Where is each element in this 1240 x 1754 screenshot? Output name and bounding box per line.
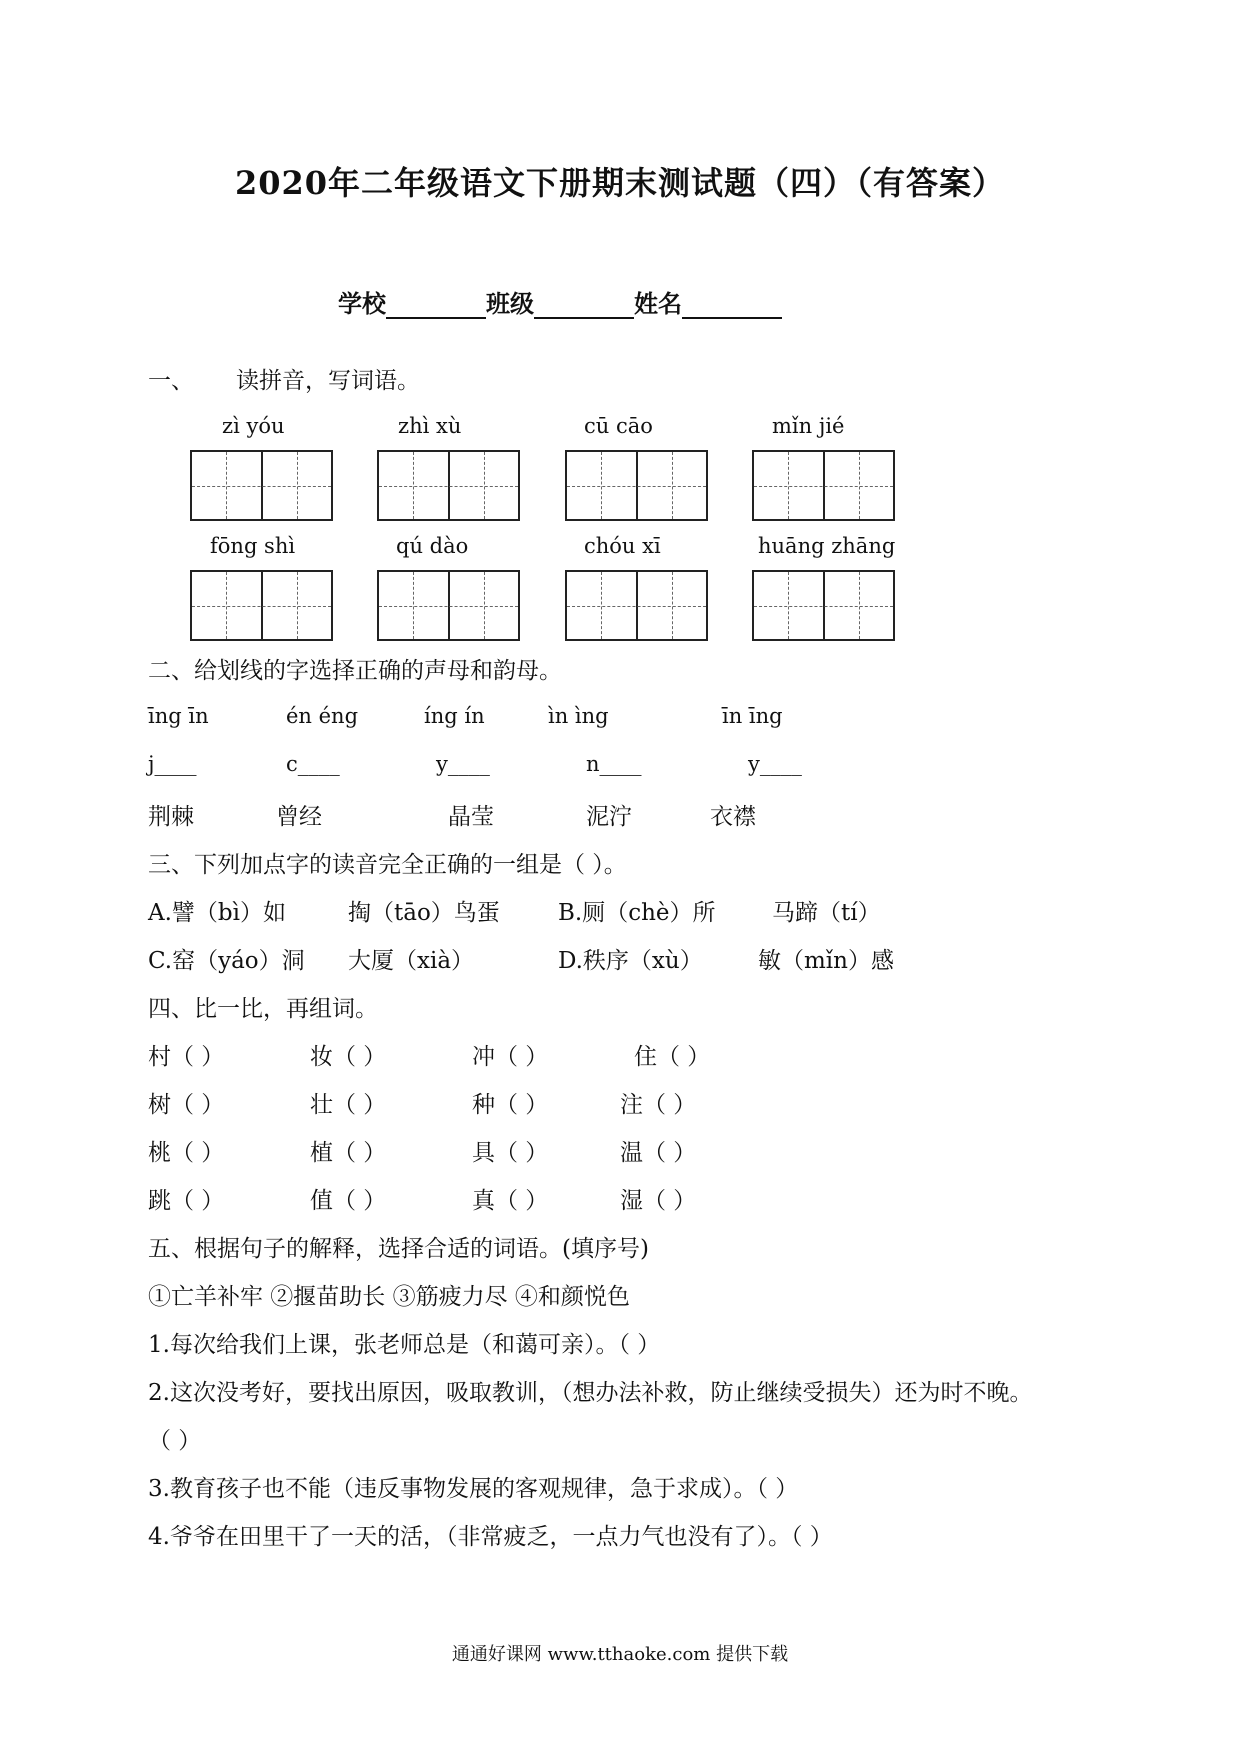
word-group[interactable]: 注（ ） <box>620 1092 697 1118</box>
pinyin-label: zì yóu <box>222 414 285 438</box>
name-label: 姓名 <box>634 289 682 318</box>
word-group[interactable]: 跳（ ） <box>148 1188 225 1214</box>
word-group[interactable]: 值（ ） <box>310 1188 387 1214</box>
final-options: ìn ìng <box>548 704 609 728</box>
option-b[interactable]: B.厕（chè）所 <box>558 900 716 926</box>
initial-blank[interactable]: y____ <box>436 752 490 776</box>
word-group[interactable]: 种（ ） <box>472 1092 549 1118</box>
pinyin-label: qú dào <box>396 534 469 558</box>
writing-grid[interactable] <box>190 570 333 641</box>
q4-heading: 四、比一比，再组词。 <box>148 996 378 1022</box>
initial-blank[interactable]: y____ <box>748 752 802 776</box>
q2-heading: 二、给划线的字选择正确的声母和韵母。 <box>148 658 562 684</box>
option-a[interactable]: A.譬（bì）如 <box>148 900 286 926</box>
final-options: íng ín <box>424 704 485 728</box>
option-b-2: 马蹄（tí） <box>772 900 881 926</box>
q3-heading: 三、下列加点字的读音完全正确的一组是（ ）。 <box>148 852 627 878</box>
school-field <box>338 284 782 319</box>
sentence-1[interactable]: 1.每次给我们上课，张老师总是（和蔼可亲）。（ ） <box>148 1332 661 1358</box>
pinyin-label: chóu xī <box>584 534 661 558</box>
q1-heading: 读拼音，写词语。 <box>236 368 420 394</box>
page-title: 2020年二年级语文下册期末测试题（四）（有答案） <box>234 164 1006 202</box>
word-group[interactable]: 真（ ） <box>472 1188 549 1214</box>
word: 泥泞 <box>586 804 632 830</box>
final-options: īn īng <box>722 704 783 728</box>
writing-grid[interactable] <box>565 450 708 521</box>
q5-heading: 五、根据句子的解释，选择合适的词语。(填序号) <box>148 1236 649 1262</box>
word: 晶莹 <box>448 804 494 830</box>
q1-number: 一、 <box>148 368 194 394</box>
pinyin-label: fōng shì <box>210 534 296 558</box>
footer-source: 通通好课网 www.tthaoke.com 提供下载 <box>451 1644 789 1665</box>
pinyin-label: huāng zhāng <box>758 534 896 558</box>
word: 荆棘 <box>148 804 194 830</box>
option-a-2: 掏（tāo）鸟蛋 <box>348 900 500 926</box>
name-blank[interactable] <box>682 291 782 319</box>
writing-grid[interactable] <box>377 570 520 641</box>
word-group[interactable]: 村（ ） <box>148 1044 225 1070</box>
final-options: én éng <box>286 704 359 728</box>
class-blank[interactable] <box>534 291 634 319</box>
word: 衣襟 <box>710 804 756 830</box>
sentence-2: 2.这次没考好，要找出原因，吸取教训，（想办法补救，防止继续受损失）还为时不晚。 <box>148 1380 1033 1406</box>
writing-grid[interactable] <box>565 570 708 641</box>
final-options: īng īn <box>148 704 209 728</box>
idiom-options: ①亡羊补牢 ②揠苗助长 ③筋疲力尽 ④和颜悦色 <box>148 1284 630 1310</box>
option-c-2: 大厦（xià） <box>348 948 475 974</box>
option-d[interactable]: D.秩序（xù） <box>558 948 703 974</box>
sentence-3[interactable]: 3.教育孩子也不能（违反事物发展的客观规律，急于求成）。（ ） <box>148 1476 799 1502</box>
pinyin-label: cū cāo <box>584 414 653 438</box>
class-label: 班级 <box>486 289 534 318</box>
pinyin-label: zhì xù <box>398 414 462 438</box>
initial-blank[interactable]: n____ <box>586 752 642 776</box>
word-group[interactable]: 妆（ ） <box>310 1044 387 1070</box>
school-blank[interactable] <box>386 291 486 319</box>
writing-grid[interactable] <box>377 450 520 521</box>
sentence-2-blank[interactable]: （ ） <box>148 1428 202 1454</box>
initial-blank[interactable]: c____ <box>286 752 340 776</box>
word-group[interactable]: 冲（ ） <box>472 1044 549 1070</box>
word-group[interactable]: 桃（ ） <box>148 1140 225 1166</box>
word-group[interactable]: 具（ ） <box>472 1140 549 1166</box>
option-c[interactable]: C.窑（yáo）洞 <box>148 948 305 974</box>
word-group[interactable]: 树（ ） <box>148 1092 225 1118</box>
sentence-4[interactable]: 4.爷爷在田里干了一天的活，（非常疲乏，一点力气也没有了）。（ ） <box>148 1524 833 1550</box>
option-d-2: 敏（mǐn）感 <box>758 948 894 974</box>
word-group[interactable]: 住（ ） <box>634 1044 711 1070</box>
initial-blank[interactable]: j____ <box>148 752 197 776</box>
word-group[interactable]: 壮（ ） <box>310 1092 387 1118</box>
word-group[interactable]: 湿（ ） <box>620 1188 697 1214</box>
writing-grid[interactable] <box>190 450 333 521</box>
pinyin-label: mǐn jié <box>772 414 845 438</box>
writing-grid[interactable] <box>752 570 895 641</box>
word-group[interactable]: 植（ ） <box>310 1140 387 1166</box>
word: 曾经 <box>276 804 322 830</box>
school-label: 学校 <box>338 289 386 318</box>
word-group[interactable]: 温（ ） <box>620 1140 697 1166</box>
writing-grid[interactable] <box>752 450 895 521</box>
